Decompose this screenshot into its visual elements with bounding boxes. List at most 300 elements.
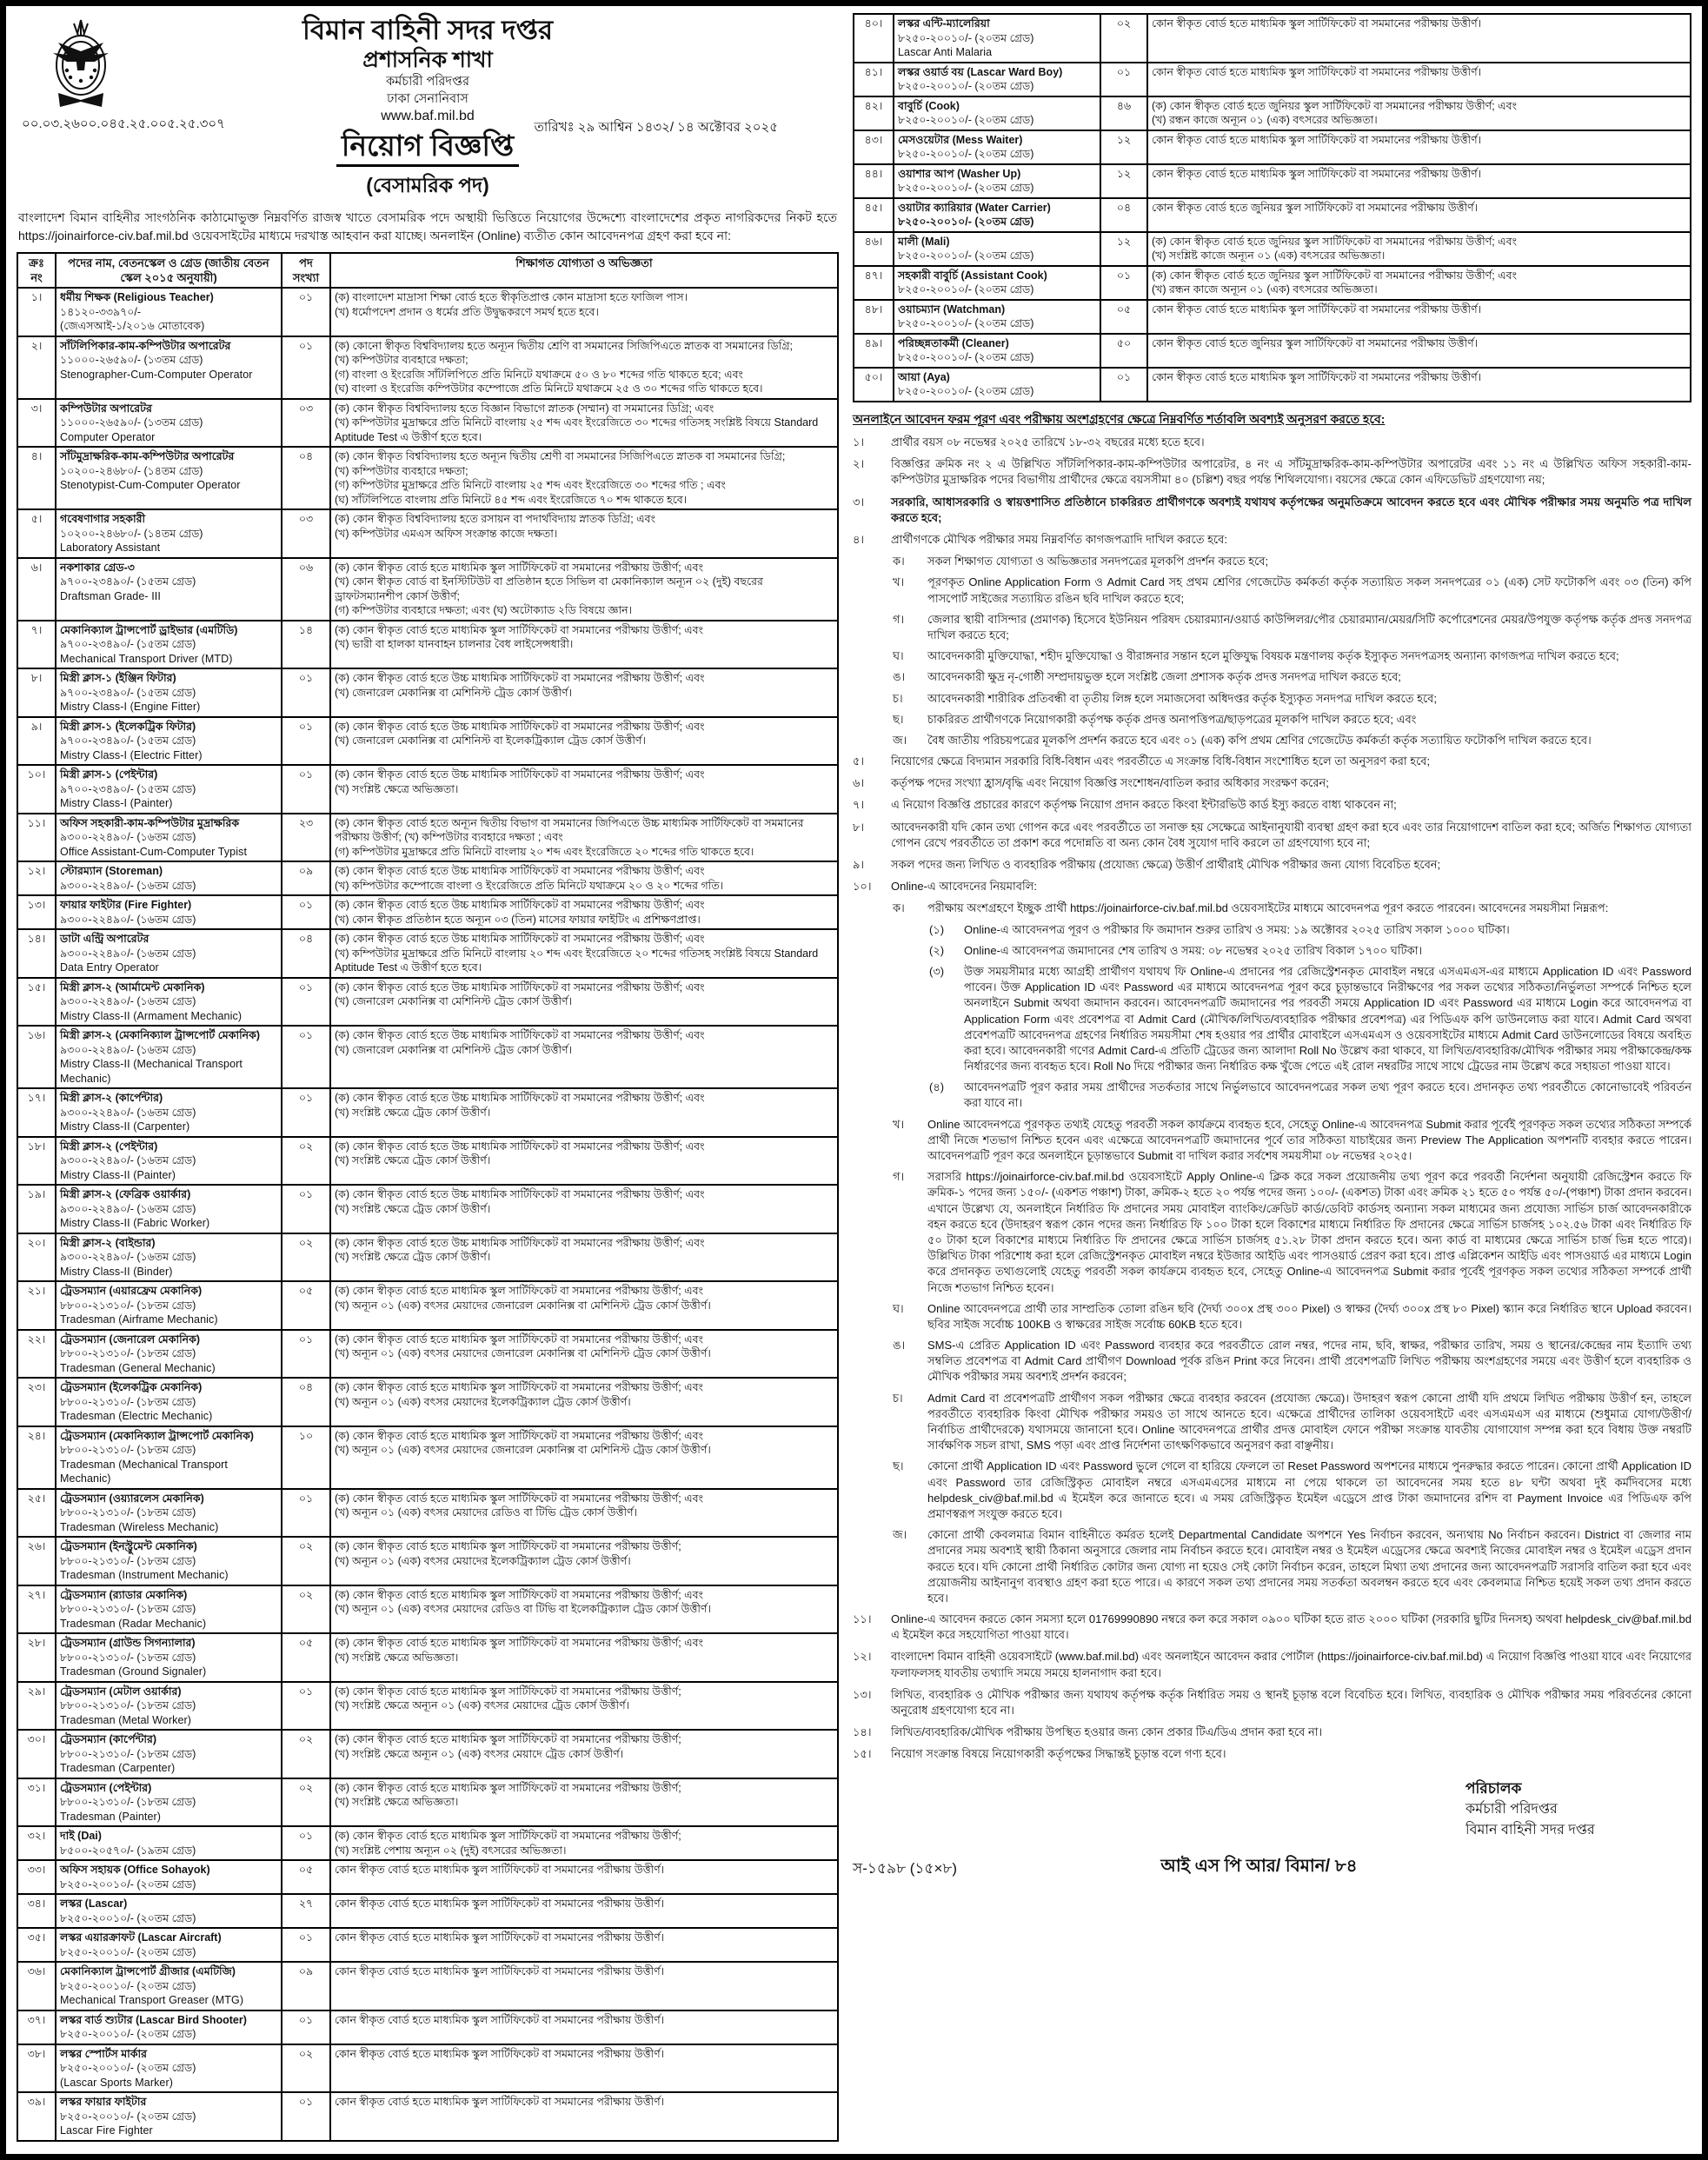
post-name-line: সাঁটলিপিকার-কাম-কম্পিউটার অপারেটর bbox=[60, 339, 231, 352]
cell-post-count: ০১ bbox=[282, 1088, 330, 1137]
table-row bbox=[17, 1378, 838, 1426]
post-name-line: লস্কর (Lascar) bbox=[60, 1897, 128, 1911]
post-name-line: ট্রেডসম্যান (ইনস্ট্রুমেন্ট মেকানিক) bbox=[60, 1540, 197, 1553]
post-name-line: ৮২৫০-২০০১০/- (২০তম গ্রেড) bbox=[898, 31, 1034, 44]
cell-post-count: ১০ bbox=[282, 1426, 330, 1489]
post-name-line: ট্রেডসম্যান (র‍্যাডার মেকানিক) bbox=[60, 1588, 188, 1601]
instruction-item bbox=[893, 554, 1691, 569]
table-row bbox=[17, 1730, 838, 1778]
qualification-line: কোন স্বীকৃত বোর্ড হতে মাধ্যমিক স্কুল সার্টিফিকেট বা সমমানের পরীক্ষায় উত্তীর্ণ। bbox=[335, 1864, 665, 1877]
instruction-number: গ। bbox=[893, 612, 905, 626]
cell-serial: ৬। bbox=[17, 558, 56, 621]
instruction-number: ১৩। bbox=[853, 1687, 872, 1701]
post-name-line: লস্কর ফায়ার ফাইটার bbox=[60, 2096, 147, 2109]
bottom-row bbox=[853, 1853, 1691, 1882]
post-name-line: ৯৩০০-২২৪৯০/- (১৬তম গ্রেড) bbox=[60, 831, 196, 844]
cell-post-count: ০৩ bbox=[282, 509, 330, 558]
cell-post-count: ০৪ bbox=[1100, 198, 1147, 232]
post-name-line: ৮২৫০-২০০১০/- (২০তম গ্রেড) bbox=[60, 2110, 196, 2123]
instruction-number: ১২। bbox=[853, 1650, 872, 1664]
instruction-number: ১। bbox=[853, 435, 865, 449]
cell-qualification bbox=[1147, 232, 1691, 266]
qualification-line: (ক) কোন স্বীকৃত বোর্ড হতে মাধ্যমিক স্কুল সার্টিফিকেট বা সমমানের পরীক্ষায় উত্তীর্ণ; এবং bbox=[335, 623, 704, 636]
cell-post-count: ০১ bbox=[282, 1026, 330, 1088]
table-row bbox=[854, 63, 1691, 96]
post-name-line: অফিস সহকারী-কাম-কম্পিউটার মুদ্রাক্ষরিক bbox=[60, 816, 240, 829]
post-name-line: ট্রেডসম্যান (মেকানিক্যাল ট্রান্সপোর্ট মেকানিক) bbox=[60, 1429, 254, 1442]
post-name-line: Tradesman (Wireless Mechanic) bbox=[60, 1520, 219, 1533]
qualification-line: (খ) অন্যূন ০১ (এক) বৎসর মেয়াদের ইলেকট্রিক্যাল ট্রেড কোর্স উত্তীর্ণ। bbox=[335, 1395, 631, 1408]
qualification-line: (ক) কোন স্বীকৃত বোর্ড হতে মাধ্যমিক স্কুল সার্টিফিকেট বা সমমানের পরীক্ষায় উত্তীর্ণ; bbox=[335, 1733, 681, 1746]
qualification-line: (খ) কম্পিউটার ব্যবহারে দক্ষতা; bbox=[335, 464, 469, 477]
cell-serial: ৪৮। bbox=[854, 300, 894, 334]
cell-post-count: ৫০ bbox=[1100, 334, 1147, 368]
qualification-line: (ক) কোন স্বীকৃত বোর্ড হতে উচ্চ মাধ্যমিক সার্টিফিকেট বা সমমানের পরীক্ষায় উত্তীর্ণ; এবং bbox=[335, 1140, 705, 1153]
table-row bbox=[17, 929, 838, 978]
cell-qualification bbox=[330, 2044, 838, 2093]
cell-serial: ৪। bbox=[17, 447, 56, 509]
qualification-line: (খ) সংশ্লিষ্ট ক্ষেত্রে অভিজ্ঞতা। bbox=[335, 1796, 459, 1809]
post-name-line: ৯৭০০-২৩৪৯০/- (১৫তম গ্রেড) bbox=[60, 686, 196, 699]
cell-post-name bbox=[56, 509, 282, 558]
cell-post-count: ০২ bbox=[282, 2044, 330, 2093]
table-row bbox=[17, 1962, 838, 2010]
table-row bbox=[17, 1426, 838, 1489]
qualification-line: (ঘ) বাংলা ও ইংরেজি কম্পিউটার কম্পোজে প্রতি মিনিটে যথাক্রমে ২৫ ও ৩০ শব্দের গতি থাকতে হবে। bbox=[335, 382, 763, 395]
document-date: তারিখঃ ২৯ আশ্বিন ১৪৩২/ ১৪ অক্টোবর ২০২৫ bbox=[534, 120, 778, 135]
table-row bbox=[17, 1088, 838, 1137]
cell-post-name bbox=[56, 929, 282, 978]
post-name-line: ৮২৫০-২০০১০/- (২০তম গ্রেড) bbox=[898, 283, 1034, 296]
post-name-line: ৮৮০০-২১৩১০/- (১৮তম গ্রেড) bbox=[60, 1747, 196, 1760]
table-row bbox=[854, 14, 1691, 63]
instruction-text: Online-এ আবেদনের নিয়মাবলি: bbox=[891, 880, 1037, 894]
post-name-line: ৮৫০০-২০৫৭০/- (১৯তম গ্রেড) bbox=[60, 1844, 196, 1857]
qualification-line: (খ) কোন স্বীকৃত বোর্ড বা ইনস্টিটিউট বা প্রতিষ্ঠান হতে সিভিল বা মেকানিক্যাল অন্যূন ০২ (দুই) বছরের ড্রাফটসম্যানশীপ কোর্স উত্তীর্ণ; bbox=[335, 575, 763, 602]
qualification-line: কোন স্বীকৃত বোর্ড হতে মাধ্যমিক স্কুল সার্টিফিকেট বা সমমানের পরীক্ষায় উত্তীর্ণ। bbox=[1152, 133, 1482, 146]
qualification-line: (ক) কোন স্বীকৃত বোর্ড হতে মাধ্যমিক স্কুল সার্টিফিকেট বা সমমানের পরীক্ষায় উত্তীর্ণ; bbox=[335, 1685, 681, 1698]
intro-paragraph: বাংলাদেশ বিমান বাহিনীর সাংগঠনিক কাঠামোভুক্ত নিম্নবর্ণিত রাজস্ব খাতে বেসামরিক পদে অস্থায়ী ভিত্তিতে নিয়োগের উদ্দেশ্যে বাংলাদেশের প্রকৃত নাগরিকদের নিকট হতে https://joinairforce-civ.baf.mil.bd ওয়েবসাইটের মাধ্যমে দরখাস্ত আহবান করা যাচ্ছে। অনলাইন (Online) ব্যতীত কোন আবেদনপত্র গ্রহণ করা হবে না: bbox=[18, 210, 837, 243]
cell-post-count: ০১ bbox=[282, 1185, 330, 1233]
post-name-line: ৮২৫০-২০০১০/- (২০তম গ্রেড) bbox=[898, 249, 1034, 262]
post-name-line: লস্কর ওয়ার্ড বয় (Lascar Ward Boy) bbox=[898, 65, 1063, 78]
cell-serial: ২৩। bbox=[17, 1378, 56, 1426]
post-name-line: ১১০০০-২৬৫৯০/- (১৩তম গ্রেড) bbox=[60, 416, 203, 429]
table-row bbox=[17, 447, 838, 509]
qualification-line: কোন স্বীকৃত বোর্ড হতে মাধ্যমিক স্কুল সার্টিফিকেট বা সমমানের পরীক্ষায় উত্তীর্ণ। bbox=[1152, 65, 1482, 78]
table-row bbox=[854, 198, 1691, 232]
instruction-item bbox=[853, 879, 1691, 894]
cell-post-name bbox=[894, 14, 1100, 63]
instruction-item bbox=[893, 712, 1691, 728]
table-row bbox=[17, 1185, 838, 1233]
cell-serial: ৩১। bbox=[17, 1778, 56, 1827]
org-website-link[interactable]: www.baf.mil.bd bbox=[381, 109, 475, 124]
instruction-text: Online-এ আবেদনপত্র পূরণ ও পরীক্ষার ফি জমাদান শুরুর তারিখ ও সময়: ১৯ অক্টোবর ২০২৫ তারিখ সকাল ১০০০ ঘটিকা। bbox=[964, 922, 1510, 936]
org-title: বিমান বাহিনী সদর দপ্তর bbox=[302, 15, 554, 45]
post-name-line: ৯৩০০-২২৪৯০/- (১৬তম গ্রেড) bbox=[60, 1043, 196, 1056]
instruction-item bbox=[853, 435, 1691, 450]
cell-serial: ৩৩। bbox=[17, 1860, 56, 1894]
qualification-line: (ক) কোন স্বীকৃত বোর্ড হতে উচ্চ মাধ্যমিক সার্টিফিকেট বা সমমানের পরীক্ষায় উত্তীর্ণ; এবং bbox=[335, 1236, 705, 1249]
cell-post-name bbox=[56, 336, 282, 399]
post-name-line: ৯৩০০-২২৪৯০/- (১৬তম গ্রেড) bbox=[60, 879, 196, 892]
cell-serial: ৩২। bbox=[17, 1826, 56, 1860]
post-name-line: Stenographer-Cum-Computer Operator bbox=[60, 368, 253, 381]
cell-post-name bbox=[56, 1633, 282, 1682]
cell-serial: ৭। bbox=[17, 621, 56, 669]
post-name-line: আয়া (Aya) bbox=[898, 370, 950, 383]
table-row bbox=[854, 130, 1691, 164]
instruction-text: Admit Card বা প্রবেশপত্রটি প্রার্থীগণ সকল পরীক্ষার ক্ষেত্রে ব্যবহার করবেন (প্রযোজ্য ক্ষেত্রে)। উদাহরণ স্বরূপ কোনো প্রার্থী যদি প্রথমে লিখিত পরীক্ষায় উত্তীর্ণ হন, তাহলে পরবর্তীতে ব্যবহারিক কিংবা মৌখিক পরীক্ষার সময়ও তা সাথে আনতে হবে। এক্ষেত্রে প্রার্থীদের তালিকা ওয়েবসাইটে এবং এসএমএস এর মাধ্যমে (শুধুমাত্র যোগ্য/উত্তীর্ণ/নির্বাচিত প্রার্থীদেরকে) যথাসময়ে জানানো হবে। Online আবেদনপত্রে প্রার্থীর প্রদত্ত মোবাইল ফোনে পরীক্ষা সংক্রান্ত যাবতীয় যোগাযোগ সম্পন্ন করা হবে বিধায় উক্ত নম্বরটি সার্বক্ষণিক সচল রাখা, SMS পড়া এবং প্রাপ্ত নির্দেশনা তাৎক্ষণিকভাবে অনুসরণ করা বাঞ্ছনীয়। bbox=[927, 1391, 1691, 1452]
post-name-line: ট্রেডসম্যান (পেইন্টার) bbox=[60, 1781, 152, 1794]
table-row bbox=[17, 621, 838, 669]
cell-serial: ৪০। bbox=[854, 14, 894, 63]
instruction-text: নিয়োগ সংক্রান্ত বিষয়ে নিয়োগকারী কর্তৃপক্ষের সিদ্ধান্তই চূড়ান্ত বলে গণ্য হবে। bbox=[891, 1747, 1226, 1761]
qualification-line: (খ) জেনারেল মেকানিক্স বা মেশিনিস্ট বা ইলেকট্রিক্যাল ট্রেড কোর্স উত্তীর্ণ। bbox=[335, 734, 646, 748]
cell-qualification bbox=[330, 929, 838, 978]
post-name-line: ট্রেডসম্যান (ওয়্যারলেস মেকানিক) bbox=[60, 1492, 204, 1505]
col-header-post-name: পদের নাম, বেতনস্কেল ও গ্রেড (জাতীয় বেতন স্কেল ২০১৫ অনুযায়ী) bbox=[56, 253, 282, 288]
cell-post-count: ০১ bbox=[282, 1682, 330, 1731]
cell-serial: ২২। bbox=[17, 1330, 56, 1379]
cell-qualification bbox=[330, 399, 838, 448]
instructions-list bbox=[853, 435, 1691, 1769]
post-name-line: ৮৮০০-২১৩১০/- (১৮তম গ্রেড) bbox=[60, 1347, 196, 1360]
cell-qualification bbox=[330, 1378, 838, 1426]
instruction-text: Online-এ আবেদনপত্র জমাদানের শেষ তারিখ ও সময়: ০৮ নভেম্বর ২০২৫ তারিখ বিকাল ১৭০০ ঘটিকা। bbox=[964, 943, 1423, 957]
qualification-line: (খ) সংশ্লিষ্ট ক্ষেত্রে ট্রেড কোর্স উত্তীর্ণ। bbox=[335, 1251, 491, 1264]
table-row bbox=[17, 1233, 838, 1282]
cell-post-name bbox=[56, 1330, 282, 1379]
signature-block bbox=[1465, 1778, 1691, 1842]
instruction-item bbox=[893, 1117, 1691, 1165]
cell-serial: ৪৬। bbox=[854, 232, 894, 266]
org-directorate: কর্মচারী পরিদপ্তর bbox=[386, 75, 469, 90]
cell-serial: ৩৪। bbox=[17, 1894, 56, 1928]
footer-area bbox=[853, 1778, 1691, 1842]
cell-post-count: ০১ bbox=[282, 668, 330, 717]
cell-qualification bbox=[330, 2010, 838, 2044]
cell-qualification bbox=[330, 621, 838, 669]
cell-post-count: ১২ bbox=[1100, 164, 1147, 198]
instruction-number: জ। bbox=[893, 733, 907, 747]
qualification-line: (খ) সংশ্লিষ্ট পেশায় অন্যূন ০২ (দুই) বৎসরের অভিজ্ঞতা। bbox=[335, 1844, 567, 1857]
qualification-line: (গ) কম্পিউটার মুদ্রাক্ষরে প্রতি মিনিটে বাংলায় ২০ শব্দ এবং ইংরেজিতে ২০ শব্দের গতি থাকতে হবে। bbox=[335, 845, 754, 858]
cell-qualification bbox=[330, 1330, 838, 1379]
col-header-post-count: পদ সংখ্যা bbox=[282, 253, 330, 288]
col-header-serial: ক্রঃ নং bbox=[17, 253, 56, 288]
instruction-item bbox=[893, 1338, 1691, 1386]
cell-post-count: ০৫ bbox=[282, 1281, 330, 1330]
cell-qualification bbox=[330, 814, 838, 862]
instruction-text: কর্তৃপক্ষ পদের সংখ্যা হ্রাস/বৃদ্ধি এবং নিয়োগ বিজ্ঞপ্তি সংশোধন/বাতিল করার অধিকার সংরক্ষণ করেন; bbox=[891, 776, 1329, 790]
table-row bbox=[17, 558, 838, 621]
instruction-item bbox=[853, 1746, 1691, 1762]
post-name-line: ৮২৫০-২০০১০/- (২০তম গ্রেড) bbox=[60, 1878, 196, 1891]
post-name-line: মিস্ত্রী ক্লাস-২ (বাইন্ডার) bbox=[60, 1236, 156, 1249]
cell-qualification bbox=[330, 717, 838, 766]
cell-serial: ১৬। bbox=[17, 1026, 56, 1088]
qualification-line: (ক) কোন স্বীকৃত বোর্ড হতে জুনিয়র স্কুল সার্টিফিকেট বা সমমানের পরীক্ষায় উত্তীর্ণ; এবং bbox=[1152, 269, 1518, 282]
cell-post-name bbox=[56, 1778, 282, 1827]
post-name-line: ৯৩০০-২২৪৯০/- (১৬তম গ্রেড) bbox=[60, 1202, 196, 1215]
post-name-line: কম্পিউটার অপারেটর bbox=[60, 402, 152, 415]
table-row bbox=[854, 368, 1691, 402]
post-name-line: সহকারী বাবুর্চি (Assistant Cook) bbox=[898, 269, 1047, 282]
post-name-line: ৯৩০০-২২৪৯০/- (১৬তম গ্রেড) bbox=[60, 913, 196, 926]
cell-qualification bbox=[330, 861, 838, 895]
cell-serial: ৪৩। bbox=[854, 130, 894, 164]
post-name-line: সাঁটমুদ্রাক্ষরিক-কাম-কম্পিউটার অপারেটর bbox=[60, 450, 235, 463]
instruction-text: প্রার্থীর বয়স ০৮ নভেম্বর ২০২৫ তারিখে ১৮-৩২ বছরের মধ্যে হতে হবে। bbox=[891, 435, 1205, 449]
cell-post-name bbox=[894, 164, 1100, 198]
instruction-item bbox=[853, 1649, 1691, 1680]
cell-post-count: ০২ bbox=[282, 1233, 330, 1282]
table-row bbox=[17, 2010, 838, 2044]
instruction-number: (২) bbox=[929, 943, 945, 957]
cell-post-name bbox=[56, 399, 282, 448]
post-name-line: Draftsman Grade- III bbox=[60, 589, 161, 602]
qualification-line: (ক) কোন স্বীকৃত বোর্ড হতে উচ্চ মাধ্যমিক সার্টিফিকেট বা সমমানের পরীক্ষায় উত্তীর্ণ; এবং bbox=[335, 865, 705, 878]
qualification-line: (ক) কোন স্বীকৃত বোর্ড হতে উচ্চ মাধ্যমিক সার্টিফিকেট বা সমমানের পরীক্ষায় উত্তীর্ণ; এবং bbox=[335, 720, 705, 733]
qualification-line: (খ) সংশ্লিষ্ট ক্ষেত্রে অভিজ্ঞতা। bbox=[335, 782, 459, 795]
cell-qualification bbox=[330, 558, 838, 621]
cell-post-count: ০২ bbox=[282, 1730, 330, 1778]
cell-qualification bbox=[1147, 130, 1691, 164]
cell-qualification bbox=[330, 1826, 838, 1860]
cell-post-count: ০১ bbox=[1100, 368, 1147, 402]
cell-post-count: ০৬ bbox=[282, 558, 330, 621]
cell-post-count: ০১ bbox=[282, 717, 330, 766]
cell-qualification bbox=[1147, 266, 1691, 300]
cell-qualification bbox=[330, 1489, 838, 1538]
cell-serial: ১৫। bbox=[17, 978, 56, 1027]
table-row bbox=[17, 717, 838, 766]
cell-qualification bbox=[330, 895, 838, 929]
post-name-line: ডাটা এন্ট্রি অপারেটর bbox=[60, 933, 150, 946]
instruction-text: আবেদনকারী শারীরিক প্রতিবন্ধী বা তৃতীয় লিঙ্গ হলে সমাজসেবা অধিদপ্তর কর্তৃক ইস্যুকৃত সনদপত্র দাখিল করতে হবে; bbox=[927, 691, 1437, 705]
post-name-line: ৮২৫০-২০০১০/- (২০তম গ্রেড) bbox=[898, 317, 1034, 329]
cell-post-count: ০১ bbox=[282, 1489, 330, 1538]
posts-table-right bbox=[853, 13, 1691, 402]
cell-qualification bbox=[330, 1778, 838, 1827]
cell-post-count: ০২ bbox=[282, 1537, 330, 1585]
qualification-line: (ক) কোন স্বীকৃত বোর্ড হতে উচ্চ মাধ্যমিক সার্টিফিকেট বা সমমানের পরীক্ষায় উত্তীর্ণ; এবং bbox=[335, 1029, 705, 1042]
instruction-number: ঘ। bbox=[893, 1301, 904, 1315]
instruction-text: জেলার স্থায়ী বাসিন্দার (প্রমাণক) হিসেবে ইউনিয়ন পরিষদ চেয়ারম্যান/ওয়ার্ড কাউন্সিলর/পৌর চেয়ারম্যান/মেয়র/সিটি কর্পোরেশনের মেয়র/উপযুক্ত কর্তৃপক্ষ কর্তৃক প্রদত্ত সনদপত্র দাখিল করতে হবে; bbox=[927, 612, 1691, 641]
cell-serial: ২৪। bbox=[17, 1426, 56, 1489]
post-name-line: ৮৮০০-২১৩১০/- (১৮তম গ্রেড) bbox=[60, 1506, 196, 1519]
cell-serial: ২০। bbox=[17, 1233, 56, 1282]
instruction-number: খ। bbox=[893, 575, 905, 589]
cell-post-count: ০১ bbox=[282, 765, 330, 814]
qualification-line: (ক) কোন স্বীকৃত বোর্ড হতে উচ্চ মাধ্যমিক সার্টিফিকেট বা সমমানের পরীক্ষায় উত্তীর্ণ; এবং bbox=[335, 1092, 705, 1105]
instruction-text: আবেদনকারী যদি কোন তথ্য গোপন করে এবং পরবর্তীতে তা সনাক্ত হয় সেক্ষেত্রে আইনানুযায়ী ব্যবস্থা গ্রহণ করা হবে এবং তার নিয়োগাদেশ বাতিল করা হবে; অর্জিত শিক্ষাগত যোগ্যতা গোপন রেখে পরবর্তীতে তা প্রকাশ করে পদোন্নতি বা অন্য কোন বৈধ সুযোগ দাবি করলে তা গ্রহণযোগ্য হবে না; bbox=[891, 820, 1691, 849]
cell-post-count: ২৩ bbox=[282, 814, 330, 862]
cell-serial: ২৬। bbox=[17, 1537, 56, 1585]
qualification-line: কোন স্বীকৃত বোর্ড হতে জুনিয়র স্কুল সার্টিফিকেট বা সমমানের পরীক্ষায় উত্তীর্ণ। bbox=[1152, 201, 1479, 214]
baf-crest-logo bbox=[41, 17, 121, 114]
instruction-text: সরকারি, আধাসরকারি ও স্বায়ত্তশাসিত প্রতিষ্ঠানে চাকরিরত প্রার্থীগণকে অবশ্যই যথাযথ কর্তৃপক্ষের অনুমতিক্রমে আবেদন করতে হবে এবং মৌখিক পরীক্ষার সময় অনুমতি পত্র দাখিল করতে হবে; bbox=[891, 495, 1691, 524]
qualification-line: (গ) কম্পিউটার মুদ্রাক্ষরে প্রতি মিনিটে বাংলায় ২৫ শব্দ এবং ইংরেজিতে ৩০ শব্দের গতি ; এবং bbox=[335, 479, 726, 492]
table-row bbox=[17, 765, 838, 814]
instruction-item bbox=[853, 1612, 1691, 1643]
post-name-line: ৮২৫০-২০০১০/- (২০তম গ্রেড) bbox=[60, 2028, 196, 2041]
cell-qualification bbox=[330, 2092, 838, 2141]
instruction-number: ৬। bbox=[853, 776, 865, 790]
cell-post-name bbox=[56, 1962, 282, 2010]
cell-post-name bbox=[56, 1378, 282, 1426]
posts-table-right-body bbox=[854, 14, 1691, 402]
post-name-line: Mistry Class-I (Painter) bbox=[60, 797, 173, 810]
instruction-number: ক। bbox=[893, 901, 905, 915]
cell-serial: ৩৬। bbox=[17, 1962, 56, 2010]
page-title: নিয়োগ বিজ্ঞপ্তি bbox=[336, 130, 519, 167]
document-header bbox=[17, 13, 839, 203]
cell-serial: ৮। bbox=[17, 668, 56, 717]
instruction-item bbox=[853, 857, 1691, 873]
instruction-text: আবেদনকারী মুক্তিযোদ্ধা, শহীদ মুক্তিযোদ্ধা ও বীরাঙ্গনার সন্তান হলে মুক্তিযুদ্ধ বিষয়ক মন্ত্রণালয় কর্তৃক ইস্যুকৃত সনদপত্রসহ অন্যান্য কাগজপত্র দাখিল করতে হবে; bbox=[927, 649, 1619, 663]
cell-qualification bbox=[330, 1185, 838, 1233]
qualification-line: (ক) কোন স্বীকৃত বিশ্ববিদ্যালয় হতে বিজ্ঞান বিভাগে স্নাতক (সম্মান) বা সমমানের ডিগ্রি; এবং bbox=[335, 402, 714, 415]
cell-serial: ২৫। bbox=[17, 1489, 56, 1538]
cell-post-name bbox=[56, 861, 282, 895]
post-name-line: মেসওয়েটার (Mess Waiter) bbox=[898, 133, 1023, 146]
cell-serial: ৪৭। bbox=[854, 266, 894, 300]
table-row bbox=[17, 814, 838, 862]
post-name-line: Data Entry Operator bbox=[60, 961, 159, 974]
cell-post-name bbox=[56, 765, 282, 814]
post-name-line: Tradesman (Instrument Mechanic) bbox=[60, 1569, 229, 1582]
instruction-number: (৩) bbox=[929, 964, 945, 978]
instruction-number: খ। bbox=[893, 1117, 905, 1131]
post-name-line: ট্রেডসম্যান (ইলেকট্রিক মেকানিক) bbox=[60, 1381, 203, 1394]
cell-post-name bbox=[56, 1026, 282, 1088]
instruction-number: ছ। bbox=[893, 1459, 904, 1473]
qualification-line: (খ) সংশ্লিষ্ট ক্ষেত্রে ট্রেড কোর্স উত্তীর্ণ। bbox=[335, 1202, 491, 1215]
post-name-line: দাই (Dai) bbox=[60, 1830, 102, 1843]
qualification-line: (ক) কোন স্বীকৃত বোর্ড হতে উচ্চ মাধ্যমিক সার্টিফিকেট বা সমমানের পরীক্ষায় উত্তীর্ণ; এবং bbox=[335, 899, 705, 912]
qualification-line: (খ) জেনারেল মেকানিক্স বা মেশিনিস্ট ট্রেড কোর্স উত্তীর্ণ। bbox=[335, 995, 573, 1008]
post-name-line: ৮২৫০-২০০১০/- (২০তম গ্রেড) bbox=[60, 2062, 196, 2075]
cell-post-count: ১২ bbox=[1100, 130, 1147, 164]
post-name-line: স্টোরম্যান (Storeman) bbox=[60, 865, 163, 878]
cell-post-count: ০২ bbox=[282, 1585, 330, 1634]
qualification-line: কোন স্বীকৃত বোর্ড হতে মাধ্যমিক স্কুল সার্টিফিকেট বা সমমানের পরীক্ষায় উত্তীর্ণ। bbox=[1152, 370, 1482, 383]
table-row bbox=[17, 1489, 838, 1538]
col-header-qualification: শিক্ষাগত যোগ্যতা ও অভিজ্ঞতা bbox=[330, 253, 838, 288]
table-row bbox=[854, 334, 1691, 368]
instruction-text: কোনো প্রার্থী কেবলমাত্র বিমান বাহিনীতে কর্মরত হলেই Departmental Candidate অপশনে Yes নির্বাচন করবেন, অন্যথায় No নির্বাচন করবেন। District বা জেলার নাম প্রদানের সময় অবশ্যই স্থায়ী ঠিকানা অনুসারে জেলার নাম নির্বাচন করতে হবে। মোবাইল নম্বর ও ইমেইল এড্রেসের ক্ষেত্রে অবশ্যই নিজের মোবাইল নম্বর ও ইমেইল এড্রেস প্রদান করতে হবে। যদি কোনো প্রার্থী নির্ধারিত কোটার জন্য যোগ্য না হয়েও সেই কোটা নির্বাচন করেন, তাহলে মিথ্যা তথ্য প্রদানের জন্য আবেদনপত্রটি সরাসরি বাতিল করা হবে এবং প্রয়োজনীয় আইনানুগ ব্যবস্থাও গ্রহণ করা হতে পারে। এ কারণে সকল তথ্য প্রদানের সময় সতর্কতা অবলম্বন করতে হবে এবং কেবলমাত্র নিশ্চিত হয়েই সকল তথ্য প্রদান করতে হবে। bbox=[927, 1528, 1691, 1605]
qualification-line: (ক) কোন স্বীকৃত বোর্ড হতে উচ্চ মাধ্যমিক সার্টিফিকেট বা সমমানের পরীক্ষায় উত্তীর্ণ; এবং bbox=[335, 1188, 705, 1201]
table-row bbox=[17, 1585, 838, 1634]
post-name-line: লস্কর এয়ারক্রাফট (Lascar Aircraft) bbox=[60, 1931, 222, 1944]
instruction-item bbox=[893, 1169, 1691, 1296]
cell-qualification bbox=[330, 1426, 838, 1489]
instruction-item bbox=[893, 1459, 1691, 1522]
qualification-line: (ক) কোন স্বীকৃত বোর্ড হতে মাধ্যমিক স্কুল সার্টিফিকেট বা সমমানের পরীক্ষায় উত্তীর্ণ; এবং bbox=[335, 1637, 704, 1650]
instruction-text: Online আবেদনপত্রে প্রার্থী তার সাম্প্রতিক তোলা রঙিন ছবি (দৈর্ঘ্য ৩০০x প্রস্থ ৩০০ Pixel) ও স্বাক্ষর (দৈর্ঘ্য ৩০০x প্রস্থ ৮০ Pixel) স্ক্যান করে নির্ধারিত স্থানে Upload করবেন। ছবির সাইজ সর্বোচ্চ 100KB ও স্বাক্ষরের সাইজ সর্বোচ্চ 60KB হতে হবে। bbox=[927, 1301, 1691, 1331]
table-row bbox=[17, 861, 838, 895]
cell-serial: ৩৭। bbox=[17, 2010, 56, 2044]
cell-qualification bbox=[330, 978, 838, 1027]
cell-serial: ১৭। bbox=[17, 1088, 56, 1137]
instruction-item bbox=[929, 943, 1691, 959]
instruction-item bbox=[929, 1080, 1691, 1111]
instruction-number: চ। bbox=[893, 1391, 903, 1405]
post-name-line: Mistry Class-II (Carpenter) bbox=[60, 1120, 190, 1133]
instruction-item bbox=[893, 691, 1691, 707]
cell-qualification bbox=[330, 1860, 838, 1894]
instruction-number: (১) bbox=[929, 922, 945, 936]
cell-post-name bbox=[56, 668, 282, 717]
qualification-line: (খ) কম্পিউটার মুদ্রাক্ষরে প্রতি মিনিটে বাংলায় ২৫ শব্দ এবং ইংরেজিতে ৩০ শব্দের গতিসহ সংশ্লিষ্ট বিষয়ে Standard Aptitude Test এ উত্তীর্ণ হতে হবে। bbox=[335, 416, 819, 443]
cell-serial: ৪৫। bbox=[854, 198, 894, 232]
cell-post-count: ১২ bbox=[1100, 232, 1147, 266]
table-row bbox=[17, 1894, 838, 1928]
cell-serial: ৪১। bbox=[854, 63, 894, 96]
cell-serial: ১৮। bbox=[17, 1137, 56, 1186]
qualification-line: (খ) অন্যূন ০১ (এক) বৎসর মেয়াদের জেনারেল মেকানিক্স বা মেশিনিস্ট ট্রেড কোর্স উত্তীর্ণ। bbox=[335, 1299, 711, 1312]
table-header-row bbox=[17, 253, 838, 288]
instruction-item bbox=[853, 456, 1691, 488]
table-row bbox=[17, 399, 838, 448]
qualification-line: (ক) কোন স্বীকৃত বোর্ড হতে মাধ্যমিক স্কুল সার্টিফিকেট বা সমমানের পরীক্ষায় উত্তীর্ণ; এবং bbox=[335, 1381, 704, 1394]
table-row bbox=[854, 300, 1691, 334]
cell-qualification bbox=[1147, 368, 1691, 402]
table-row bbox=[17, 1778, 838, 1827]
cell-serial: ৩। bbox=[17, 399, 56, 448]
instruction-item bbox=[893, 1527, 1691, 1606]
qualification-line: কোন স্বীকৃত বোর্ড হতে মাধ্যমিক স্কুল সার্টিফিকেট বা সমমানের পরীক্ষায় উত্তীর্ণ। bbox=[335, 2047, 665, 2060]
instruction-item bbox=[893, 612, 1691, 643]
post-name-line: ৯৩০০-২২৪৯০/- (১৬তম গ্রেড) bbox=[60, 995, 196, 1008]
instruction-text: চাকরিরত প্রার্থীগণকে নিয়োগকারী কর্তৃপক্ষ কর্তৃক প্রদত্ত অনাপত্তিপত্র/ছাড়পত্রের মূলকপি দাখিল করতে হবে; এবং bbox=[927, 712, 1417, 726]
table-row bbox=[17, 1928, 838, 1962]
cell-post-count: ০১ bbox=[282, 336, 330, 399]
cell-post-count: ০২ bbox=[282, 1137, 330, 1186]
cell-post-name bbox=[56, 1585, 282, 1634]
qualification-line: (খ) অন্যূন ০১ (এক) বৎসর মেয়াদের জেনারেল মেকানিক্স বা মেশিনিস্ট ট্রেড কোর্স উত্তীর্ণ। bbox=[335, 1347, 711, 1360]
cell-post-count: ০১ bbox=[282, 2092, 330, 2141]
post-name-line: নকশাকার গ্রেড-৩ bbox=[60, 561, 135, 574]
cell-post-count: ০১ bbox=[1100, 266, 1147, 300]
instruction-text: পরীক্ষায় অংশগ্রহণে ইচ্ছুক প্রার্থী https://joinairforce-civ.baf.mil.bd ওয়েবসাইটের মাধ্যমে আবেদনপত্র পূরণ করতে পারবেন। আবেদনের সময়সীমা নিম্নরূপ: bbox=[927, 901, 1609, 915]
post-name-line: Lascar Anti Malaria bbox=[898, 46, 993, 58]
cell-post-name bbox=[56, 1233, 282, 1282]
instruction-number: ৯। bbox=[853, 858, 865, 872]
cell-post-name bbox=[894, 130, 1100, 164]
cell-post-count: ০১ bbox=[282, 1928, 330, 1962]
instruction-item bbox=[893, 1301, 1691, 1333]
cell-qualification bbox=[330, 1137, 838, 1186]
cell-post-name bbox=[56, 2044, 282, 2093]
post-name-line: Tradesman (Radar Mechanic) bbox=[60, 1617, 207, 1630]
cell-post-name bbox=[56, 1894, 282, 1928]
cell-post-count: ০৫ bbox=[282, 1633, 330, 1682]
cell-post-name bbox=[894, 96, 1100, 130]
cell-serial: ৯। bbox=[17, 717, 56, 766]
cell-serial: ৫০। bbox=[854, 368, 894, 402]
qualification-line: (খ) ধর্মোপদেশ প্রদান ও ধর্মের প্রতি উদ্বুদ্ধকরণে সমর্থ হতে হবে। bbox=[335, 305, 599, 318]
post-name-line: Mistry Class-II (Fabric Worker) bbox=[60, 1217, 210, 1230]
cell-post-name bbox=[56, 1489, 282, 1538]
table-row bbox=[17, 1137, 838, 1186]
cell-post-name bbox=[894, 198, 1100, 232]
instruction-item bbox=[853, 820, 1691, 851]
instruction-number: ৫। bbox=[853, 754, 865, 768]
